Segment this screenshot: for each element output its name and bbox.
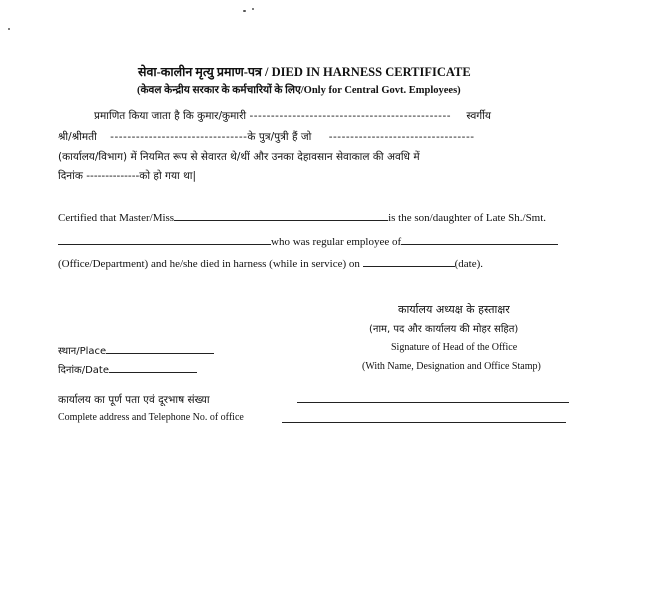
address-english-label: Complete address and Telephone No. of office (58, 412, 244, 423)
date-of-death-blank-line[interactable] (363, 266, 455, 267)
office-blank-line[interactable] (401, 244, 558, 245)
english-line2-text: who was regular employee of (271, 236, 402, 248)
english-line3-text: (Office/Department) and he/she died in harness (while in service) on (58, 258, 360, 270)
scan-mark (243, 10, 246, 12)
name-blank-line[interactable] (174, 220, 388, 221)
hindi-line2-mid: के पुत्र/पुत्री हैं जो (247, 131, 312, 143)
hindi-blank-name: ----------------------------------------------- (249, 110, 452, 122)
hindi-blank-office: ---------------------------------- (328, 131, 475, 143)
scan-mark (252, 8, 254, 10)
certificate-subtitle: (केवल केन्द्रीय सरकार के कर्मचारियों के लिए/Only for Central Govt. Employees) (137, 85, 461, 96)
address-blank-line-1[interactable] (297, 402, 569, 403)
parent-blank-line[interactable] (58, 244, 271, 245)
place-blank-line[interactable] (106, 353, 214, 354)
certificate-title: सेवा-कालीन मृत्यु प्रमाण-पत्र / DIED IN HARNESS CERTIFICATE (138, 65, 471, 79)
signature-english-title: Signature of Head of the Office (391, 342, 518, 353)
english-line-2 (58, 236, 558, 248)
english-line1-text: Certified that Master/Miss (58, 212, 175, 224)
hindi-line-4: दिनांक --------------को हो गया था| (58, 170, 197, 182)
signature-hindi-title: कार्यालय अध्यक्ष के हस्ताक्षर (398, 303, 510, 316)
english-line-3 (58, 258, 483, 270)
hindi-line-1 (94, 109, 491, 123)
address-blank-line-2[interactable] (282, 422, 566, 423)
hindi-line-2 (58, 130, 475, 144)
hindi-line-3: (कार्यालय/विभाग) में नियमित रूप से सेवारत थे/थीं और उनका देहावसान सेवाकाल की अवधि में (58, 151, 420, 163)
signature-english-sub: (With Name, Designation and Office Stamp) (362, 361, 541, 372)
hindi-line1-end: स्वर्गीय (466, 110, 492, 122)
english-line1-end: is the son/daughter of Late Sh./Smt. (388, 212, 547, 224)
hindi-line2-text: श्री/श्रीमती (58, 131, 97, 143)
english-line-1 (58, 212, 546, 224)
hindi-blank-parent: -------------------------------- (110, 131, 248, 143)
date-field (58, 360, 197, 378)
signature-hindi-sub: (नाम, पद और कार्यालय की मोहर सहित) (369, 324, 519, 335)
address-hindi-label: कार्यालय का पूर्ण पता एवं दूरभाष संख्या (58, 394, 210, 406)
hindi-line1-text: प्रमाणित किया जाता है कि कुमार/कुमारी (94, 110, 247, 122)
scan-mark (8, 28, 10, 30)
place-label: स्थान/Place (58, 346, 107, 357)
date-blank-line[interactable] (109, 372, 197, 373)
place-field (58, 341, 214, 359)
date-label: दिनांक/Date (58, 365, 109, 376)
english-line3-end: (date). (454, 258, 484, 270)
